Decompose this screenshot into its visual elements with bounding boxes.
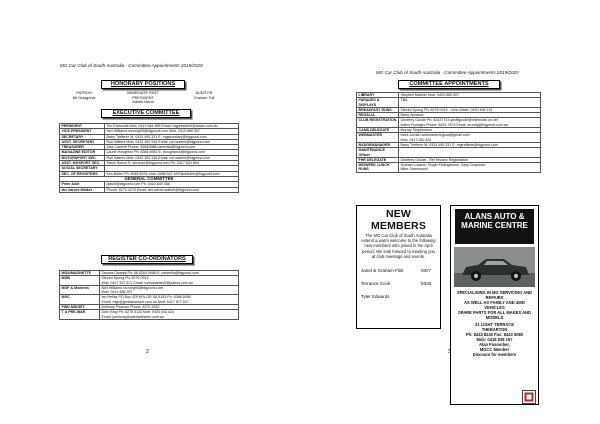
general-committee-title: GENERAL COMMITTEE bbox=[60, 176, 239, 181]
auditor-title: AUDITOR bbox=[195, 91, 213, 95]
right-page bbox=[300, 0, 600, 424]
table-row: SOCIAL SECRETARY bbox=[60, 166, 239, 171]
table-row: MIDWEEK LUNCH RUNS Graham Lawton, Roger Fullingtowns, Gary Chapman Mike Greenwood bbox=[357, 163, 541, 173]
table-row: SEC. OF REGISTERS Ken Butler Ph: 8369 6231 mob: 0488 547 649 kmbtutler@bigpond.com bbox=[60, 171, 239, 176]
patron-name: Nil Octagonal bbox=[72, 95, 96, 100]
past-president bbox=[118, 91, 168, 105]
table-row: MOTORSPORT SEC. Ron Waters Mob: 0432 362 916 Email: ron.waters@bigpond.com bbox=[60, 155, 239, 160]
new-members-title: NEW MEMBERS bbox=[370, 208, 427, 232]
table-row: MAGAZINE EDITOR Laurie Houghton Ph: 8386 8963 E: lhoughton4@bigpond.com bbox=[60, 150, 239, 155]
right-page-number: 3 bbox=[448, 349, 451, 355]
table-row: PARADES & DISPLAYS TBA bbox=[357, 98, 541, 108]
member-name: Janet & Graham Flint bbox=[361, 268, 404, 273]
table-row: LIBRARY Stephen Mattner Mob: 0409 665 907 bbox=[357, 93, 541, 98]
table-row: REGALIA Barry Sprason bbox=[357, 113, 541, 118]
left-page-number: 2 bbox=[146, 349, 149, 355]
honorary-positions-title: HONORARY POSITIONS bbox=[101, 80, 185, 89]
new-members-box bbox=[356, 205, 441, 329]
past-president-name: Adrian Marni bbox=[132, 100, 154, 105]
member-model: MGB bbox=[421, 281, 432, 286]
auditor bbox=[184, 91, 224, 100]
advert-details: SPECIALISING IN MG SERVICING AND REPAIRS AS WELL AS FAMILY AND 4WD VEHICLES SPARE PARTS FOR ALL MAKES AND MODELS 31 LIGHT TERRACE THEBARTON Ph: 8443 8240 Fax: 8443 5080 Mob: 0418 839 167 Alan Fosomber, MGCC Member Discount for members bbox=[456, 290, 533, 357]
table-row: PRESIDENT Tim Edmonds Mob: 0419 664 865 Email: mgpresident@adam.com.au bbox=[60, 124, 239, 129]
registers-table bbox=[59, 270, 239, 320]
executive-table bbox=[59, 123, 239, 193]
table-row: ASST. MGSPORT SEC. Steve Ronco E: sbronco@bigpond.com Ph: 0417 624 664 bbox=[60, 161, 239, 166]
right-page-header: MG Car Club of South Australia - Committee Appointments 2019/2020 bbox=[376, 70, 519, 75]
mgcc-logo-icon bbox=[522, 390, 536, 404]
patron bbox=[64, 91, 104, 100]
table-row: VICE PRESIDENT Neil Williams mcnmg95@bigpond.com Mob: 0419 886 397 bbox=[60, 129, 239, 134]
advert-title: ALANS AUTO & MARINE CENTRE bbox=[455, 209, 534, 244]
table-row: ASST. SECRETARY Ron Waters Mob: 0432 362 916 Email: ron.waters@bigpond.com bbox=[60, 139, 239, 144]
member-model: MGY bbox=[421, 268, 432, 273]
left-page-header: MG Car Club of South Australia - Committee Appointments 2019/2020 bbox=[60, 63, 203, 68]
past-president-title: IMMEDIATE PAST PRESIDENT bbox=[127, 91, 159, 100]
table-row: WEBMASTER Mark Jordan webmastermgcsa@gmail.com Mob: 0417 082 631 bbox=[357, 133, 541, 143]
table-row: Peter Auld pjauld@bigpond.com Ph: 0410 649 486 bbox=[60, 182, 239, 187]
member-name: Tyler Edwards bbox=[361, 294, 390, 299]
table-row: SECRETARY Barry Treffene M: 0434 495 331 E: mgsecretary@bigpond.com bbox=[60, 134, 239, 139]
patron-title: PATRON bbox=[76, 91, 92, 95]
table-row: TREASURER Alan Cantrell Phone: 82649988 cantrella@bigpond.com bbox=[60, 145, 239, 150]
committee-appointments-title: COMMITTEE APPOINTMENTS bbox=[398, 80, 500, 89]
table-row: FHR DELEGATE Geoffrey Goode - Ref Historic Registration bbox=[357, 157, 541, 162]
table-row: BREAKFAST RUNS Steven Spong Ph: 8276 0913 - John Wash: 0420 406 131 bbox=[357, 107, 541, 112]
table-row: MGF & Moderns Neil Williams mcnmg95@bigpond.com Mob: 0419 886 397 bbox=[60, 285, 239, 295]
table-row: CAMS DELEGATE Murray Stephenson bbox=[357, 128, 541, 133]
table-row: MAINTENANCE Officer bbox=[357, 148, 541, 158]
auditor-name: Graham Tull bbox=[193, 95, 215, 100]
member-name: Terrance Cook bbox=[361, 281, 391, 286]
register-coordinators-title: REGISTER CO-ORDINATORS bbox=[101, 255, 193, 264]
table-row: Ian Carner-Walker Phone: 8270 4275 Email: ian.carner.walker@bigpond.com bbox=[60, 187, 239, 192]
table-row: PWD MIDGET Anthony Pearson Phone: 8270 4392 bbox=[60, 305, 239, 310]
table-row: BADGEMANAGER Barry Treffene M: 0434 495 331 E: mgtreffane@bigpond.com bbox=[357, 142, 541, 147]
classic-car-image bbox=[454, 247, 535, 287]
table-row: T & PRE-WAR John Bray Ph: 8278 5133 Mob: 0403 043 434 Email: johnbray@adelaideseek.com.au bbox=[60, 310, 239, 320]
table-row: MGB Steven Spong Ph: 8276 0913 Mob: 0417 817 871 Email: turbostarbird2@yahoo.com.au bbox=[60, 276, 239, 286]
table-row: CLUB REGISTRATION Geoffrey Goode Ph: 82437743 geoffgoode@internode.on.net Arthur Rundger Phone: 8263 7873 Email: arundg@bigpond.com.au bbox=[357, 118, 541, 128]
new-members-intro: The MG Car Club of South Australia extend a warm welcome to the following new members who joined in the April period. We look forward to meeting you at club meetings and events. bbox=[361, 233, 436, 259]
executive-committee-title: EXECUTIVE COMMITTEE bbox=[101, 109, 191, 118]
committee-table bbox=[356, 92, 541, 173]
advertisement bbox=[450, 205, 539, 405]
table-row: MGC Ian Hellas PO Box 429 MYLOR SA 5153 Ph: 8388 5085 Email: mgc@globalcontact.com.au Mob: 0417 877 527 bbox=[60, 295, 239, 305]
table-row: MGA/MAGNETTE Sandra Cantrell Ph: 08 8264 9988 E: cantrella@bigpond.com bbox=[60, 271, 239, 276]
